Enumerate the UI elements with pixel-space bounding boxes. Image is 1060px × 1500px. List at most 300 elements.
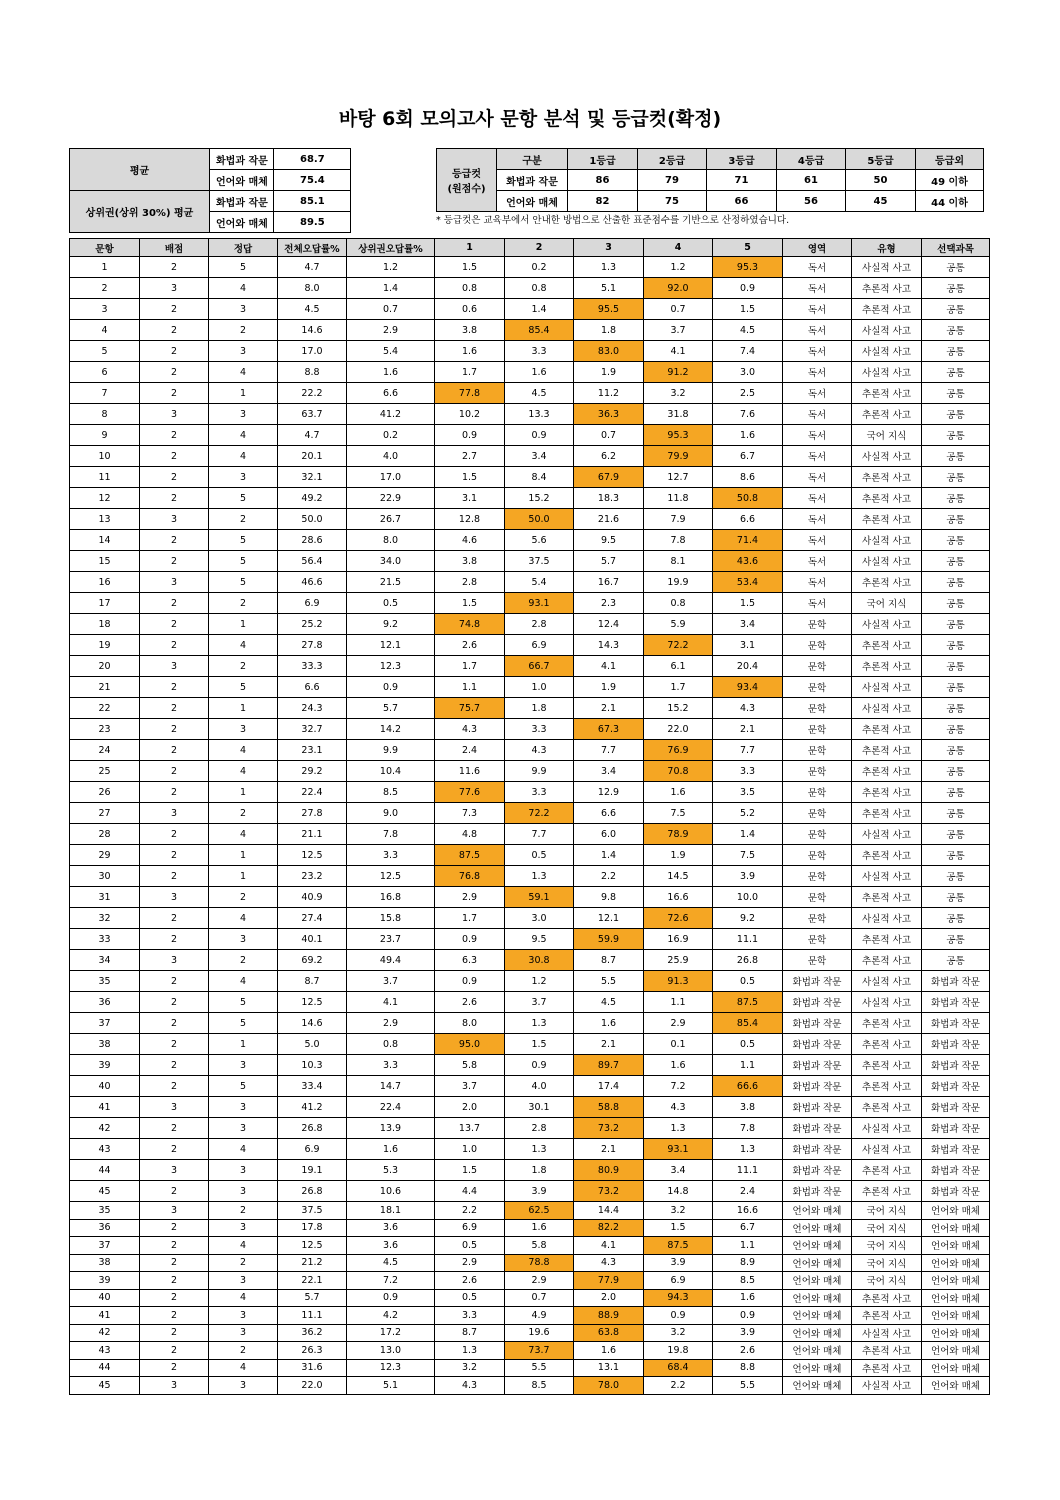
elective-cell: 언어와 매체 [922,1342,990,1360]
choice-1-rate-cell: 6.3 [435,950,505,971]
question-type-cell: 추론적 사고 [852,1013,922,1034]
answer-cell: 2 [209,656,278,677]
points-cell: 2 [140,1076,209,1097]
top-error-rate-cell: 12.5 [347,866,435,887]
total-error-rate-cell: 17.0 [278,341,347,362]
elective-cell: 공통 [922,866,990,887]
cut-cell: 82 [568,191,638,212]
domain-cell: 문학 [783,866,852,887]
top-error-rate-cell: 22.9 [347,488,435,509]
points-cell: 2 [140,1055,209,1076]
total-error-rate-cell: 28.6 [278,530,347,551]
table-row [70,1307,990,1325]
item-number-cell: 39 [70,1055,140,1076]
points-cell: 3 [140,1377,209,1395]
choice-3-rate-cell: 2.1 [574,698,644,719]
answer-cell: 5 [209,551,278,572]
elective-cell: 공통 [922,593,990,614]
points-cell: 2 [140,1359,209,1377]
table-row [70,824,990,845]
choice-2-rate-cell: 4.0 [505,1076,574,1097]
question-type-cell: 추론적 사고 [852,1307,922,1325]
cut-cell: 화법과 작문 [497,170,568,191]
table-row [70,1237,990,1255]
points-cell: 3 [140,572,209,593]
total-error-rate-cell: 6.6 [278,677,347,698]
choice-2-rate-cell: 1.4 [505,299,574,320]
choice-1-rate-cell: 1.1 [435,677,505,698]
question-type-cell: 국어 지식 [852,1272,922,1290]
question-type-cell: 추론적 사고 [852,488,922,509]
elective-cell: 화법과 작문 [922,1181,990,1202]
domain-cell: 언어와 매체 [783,1254,852,1272]
top-error-rate-cell: 9.0 [347,803,435,824]
choice-3-rate-cell: 83.0 [574,341,644,362]
domain-cell: 독서 [783,362,852,383]
average-summary-table [69,148,351,233]
domain-cell: 독서 [783,278,852,299]
choice-5-rate-cell: 3.9 [713,866,783,887]
choice-2-rate-cell: 78.8 [505,1254,574,1272]
elective-cell: 공통 [922,383,990,404]
question-type-cell: 추론적 사고 [852,782,922,803]
elective-cell: 공통 [922,845,990,866]
top-error-rate-cell: 9.9 [347,740,435,761]
cut-cell: 언어와 매체 [497,191,568,212]
elective-cell: 공통 [922,761,990,782]
points-cell: 2 [140,362,209,383]
choice-3-rate-cell: 1.9 [574,677,644,698]
question-type-cell: 추론적 사고 [852,635,922,656]
domain-cell: 문학 [783,845,852,866]
choice-2-rate-cell: 1.8 [505,1160,574,1181]
choice-5-rate-cell: 10.0 [713,887,783,908]
top-error-rate-cell: 5.1 [347,1377,435,1395]
table-row [70,698,990,719]
choice-5-rate-cell: 0.5 [713,971,783,992]
points-cell: 2 [140,740,209,761]
choice-2-rate-cell: 0.7 [505,1289,574,1307]
choice-4-rate-cell: 19.9 [644,572,713,593]
cut-header: 등급외 [916,149,984,170]
choice-4-rate-cell: 16.6 [644,887,713,908]
choice-5-rate-cell: 7.5 [713,845,783,866]
item-number-cell: 43 [70,1139,140,1160]
elective-cell: 공통 [922,404,990,425]
choice-1-rate-cell: 2.0 [435,1097,505,1118]
choice-1-rate-cell: 1.5 [435,1160,505,1181]
top-error-rate-cell: 17.2 [347,1324,435,1342]
table-row [70,1254,990,1272]
choice-5-rate-cell: 7.6 [713,404,783,425]
item-number-cell: 3 [70,299,140,320]
domain-cell: 독서 [783,446,852,467]
choice-4-rate-cell: 1.6 [644,1055,713,1076]
domain-cell: 문학 [783,761,852,782]
col-header: 2 [505,239,574,257]
domain-cell: 독서 [783,572,852,593]
choice-4-rate-cell: 1.6 [644,782,713,803]
item-number-cell: 12 [70,488,140,509]
cut-header: 2등급 [638,149,707,170]
grade-cut-label: 등급컷 (원점수) [437,149,497,212]
choice-4-rate-cell: 72.2 [644,635,713,656]
answer-cell: 1 [209,1034,278,1055]
total-error-rate-cell: 26.3 [278,1342,347,1360]
choice-3-rate-cell: 5.5 [574,971,644,992]
question-type-cell: 사실적 사고 [852,551,922,572]
item-number-cell: 27 [70,803,140,824]
choice-5-rate-cell: 3.3 [713,761,783,782]
answer-cell: 4 [209,446,278,467]
answer-cell: 4 [209,761,278,782]
elective-cell: 공통 [922,341,990,362]
choice-2-rate-cell: 9.9 [505,761,574,782]
average-value: 75.4 [274,170,351,191]
elective-cell: 화법과 작문 [922,1160,990,1181]
total-error-rate-cell: 14.6 [278,1013,347,1034]
item-number-cell: 5 [70,341,140,362]
choice-2-rate-cell: 9.5 [505,929,574,950]
cut-cell: 44 이하 [916,191,984,212]
answer-cell: 4 [209,635,278,656]
total-error-rate-cell: 40.1 [278,929,347,950]
item-number-cell: 42 [70,1118,140,1139]
choice-2-rate-cell: 3.3 [505,719,574,740]
table-row [70,740,990,761]
choice-5-rate-cell: 11.1 [713,929,783,950]
total-error-rate-cell: 8.7 [278,971,347,992]
item-number-cell: 9 [70,425,140,446]
question-type-cell: 추론적 사고 [852,656,922,677]
choice-5-rate-cell: 6.7 [713,1219,783,1237]
elective-cell: 공통 [922,803,990,824]
choice-5-rate-cell: 3.8 [713,1097,783,1118]
cut-header: 5등급 [846,149,916,170]
table-row [70,656,990,677]
question-type-cell: 추론적 사고 [852,299,922,320]
elective-cell: 언어와 매체 [922,1324,990,1342]
total-error-rate-cell: 8.8 [278,362,347,383]
table-row [70,1219,990,1237]
choice-4-rate-cell: 1.3 [644,1118,713,1139]
item-number-cell: 44 [70,1359,140,1377]
total-error-rate-cell: 37.5 [278,1202,347,1220]
top-error-rate-cell: 3.3 [347,1055,435,1076]
total-error-rate-cell: 11.1 [278,1307,347,1325]
choice-1-rate-cell: 8.0 [435,1013,505,1034]
item-number-cell: 31 [70,887,140,908]
choice-5-rate-cell: 1.6 [713,425,783,446]
top-error-rate-cell: 21.5 [347,572,435,593]
top-average-label: 상위권(상위 30%) 평균 [70,191,210,233]
choice-1-rate-cell: 2.2 [435,1202,505,1220]
top-error-rate-cell: 6.6 [347,383,435,404]
item-number-cell: 36 [70,1219,140,1237]
choice-3-rate-cell: 4.5 [574,992,644,1013]
total-error-rate-cell: 17.8 [278,1219,347,1237]
top-error-rate-cell: 18.1 [347,1202,435,1220]
choice-4-rate-cell: 12.7 [644,467,713,488]
choice-3-rate-cell: 9.5 [574,530,644,551]
item-number-cell: 35 [70,971,140,992]
elective-cell: 화법과 작문 [922,1055,990,1076]
choice-3-rate-cell: 4.1 [574,656,644,677]
top-error-rate-cell: 10.6 [347,1181,435,1202]
item-number-cell: 10 [70,446,140,467]
total-error-rate-cell: 12.5 [278,845,347,866]
question-type-cell: 사실적 사고 [852,1139,922,1160]
choice-4-rate-cell: 3.2 [644,1324,713,1342]
top-error-rate-cell: 1.2 [347,257,435,278]
points-cell: 2 [140,551,209,572]
top-error-rate-cell: 13.0 [347,1342,435,1360]
table-row [70,320,990,341]
choice-5-rate-cell: 4.3 [713,698,783,719]
top-error-rate-cell: 5.3 [347,1160,435,1181]
points-cell: 2 [140,824,209,845]
choice-5-rate-cell: 6.6 [713,509,783,530]
choice-3-rate-cell: 6.0 [574,824,644,845]
elective-cell: 화법과 작문 [922,1076,990,1097]
choice-5-rate-cell: 0.9 [713,1307,783,1325]
table-row [70,488,990,509]
table-row [70,677,990,698]
item-number-cell: 40 [70,1289,140,1307]
answer-cell: 5 [209,530,278,551]
choice-1-rate-cell: 0.8 [435,278,505,299]
elective-cell: 공통 [922,320,990,341]
choice-4-rate-cell: 94.3 [644,1289,713,1307]
top-error-rate-cell: 0.2 [347,425,435,446]
answer-cell: 3 [209,341,278,362]
table-row [70,1377,990,1395]
answer-cell: 3 [209,1307,278,1325]
choice-4-rate-cell: 4.1 [644,341,713,362]
choice-1-rate-cell: 1.7 [435,908,505,929]
choice-2-rate-cell: 3.9 [505,1181,574,1202]
elective-cell: 공통 [922,362,990,383]
domain-cell: 문학 [783,887,852,908]
points-cell: 2 [140,929,209,950]
points-cell: 3 [140,1202,209,1220]
elective-cell: 공통 [922,824,990,845]
subject-label: 언어와 매체 [210,170,274,191]
answer-cell: 5 [209,677,278,698]
points-cell: 2 [140,971,209,992]
table-row [70,950,990,971]
choice-2-rate-cell: 4.3 [505,740,574,761]
answer-cell: 2 [209,950,278,971]
points-cell: 2 [140,446,209,467]
answer-cell: 5 [209,572,278,593]
choice-1-rate-cell: 4.6 [435,530,505,551]
total-error-rate-cell: 46.6 [278,572,347,593]
choice-4-rate-cell: 0.1 [644,1034,713,1055]
top-error-rate-cell: 17.0 [347,467,435,488]
choice-5-rate-cell: 1.1 [713,1055,783,1076]
choice-1-rate-cell: 8.7 [435,1324,505,1342]
total-error-rate-cell: 25.2 [278,614,347,635]
choice-3-rate-cell: 4.3 [574,1254,644,1272]
choice-5-rate-cell: 1.5 [713,299,783,320]
choice-4-rate-cell: 0.7 [644,299,713,320]
col-header: 상위권오답률% [347,239,435,257]
top-error-rate-cell: 1.4 [347,278,435,299]
domain-cell: 문학 [783,824,852,845]
domain-cell: 독서 [783,509,852,530]
points-cell: 2 [140,1272,209,1290]
choice-2-rate-cell: 1.6 [505,362,574,383]
table-row [70,467,990,488]
domain-cell: 독서 [783,404,852,425]
question-type-cell: 추론적 사고 [852,1097,922,1118]
top-average-value: 89.5 [274,212,351,233]
choice-2-rate-cell: 93.1 [505,593,574,614]
choice-5-rate-cell: 8.5 [713,1272,783,1290]
elective-cell: 공통 [922,551,990,572]
item-number-cell: 41 [70,1097,140,1118]
answer-cell: 1 [209,698,278,719]
cut-cell: 45 [846,191,916,212]
choice-1-rate-cell: 2.9 [435,887,505,908]
item-number-cell: 35 [70,1202,140,1220]
question-type-cell: 추론적 사고 [852,740,922,761]
choice-1-rate-cell: 4.4 [435,1181,505,1202]
choice-4-rate-cell: 7.9 [644,509,713,530]
choice-1-rate-cell: 7.3 [435,803,505,824]
choice-2-rate-cell: 15.2 [505,488,574,509]
choice-3-rate-cell: 88.9 [574,1307,644,1325]
choice-5-rate-cell: 1.3 [713,1139,783,1160]
total-error-rate-cell: 31.6 [278,1359,347,1377]
item-number-cell: 1 [70,257,140,278]
elective-cell: 공통 [922,614,990,635]
points-cell: 2 [140,488,209,509]
domain-cell: 독서 [783,530,852,551]
elective-cell: 화법과 작문 [922,1118,990,1139]
choice-4-rate-cell: 95.3 [644,425,713,446]
choice-3-rate-cell: 18.3 [574,488,644,509]
choice-5-rate-cell: 11.1 [713,1160,783,1181]
elective-cell: 언어와 매체 [922,1377,990,1395]
choice-1-rate-cell: 4.3 [435,719,505,740]
domain-cell: 언어와 매체 [783,1377,852,1395]
choice-5-rate-cell: 1.6 [713,1289,783,1307]
choice-3-rate-cell: 80.9 [574,1160,644,1181]
average-value: 68.7 [274,149,351,170]
table-row [70,257,990,278]
choice-2-rate-cell: 19.6 [505,1324,574,1342]
table-row [70,341,990,362]
points-cell: 2 [140,698,209,719]
choice-3-rate-cell: 1.6 [574,1342,644,1360]
choice-2-rate-cell: 6.9 [505,635,574,656]
answer-cell: 1 [209,383,278,404]
choice-4-rate-cell: 92.0 [644,278,713,299]
choice-1-rate-cell: 2.9 [435,1254,505,1272]
choice-3-rate-cell: 4.1 [574,1237,644,1255]
answer-cell: 3 [209,404,278,425]
cut-cell: 79 [638,170,707,191]
choice-3-rate-cell: 89.7 [574,1055,644,1076]
total-error-rate-cell: 56.4 [278,551,347,572]
top-error-rate-cell: 7.2 [347,1272,435,1290]
total-error-rate-cell: 12.5 [278,1237,347,1255]
choice-4-rate-cell: 31.8 [644,404,713,425]
domain-cell: 독서 [783,488,852,509]
choice-4-rate-cell: 0.8 [644,593,713,614]
choice-3-rate-cell: 67.3 [574,719,644,740]
elective-cell: 언어와 매체 [922,1237,990,1255]
total-error-rate-cell: 27.8 [278,635,347,656]
choice-3-rate-cell: 73.2 [574,1181,644,1202]
choice-5-rate-cell: 26.8 [713,950,783,971]
domain-cell: 문학 [783,950,852,971]
item-number-cell: 37 [70,1013,140,1034]
top-error-rate-cell: 0.8 [347,1034,435,1055]
question-type-cell: 추론적 사고 [852,1342,922,1360]
total-error-rate-cell: 40.9 [278,887,347,908]
table-row [70,1055,990,1076]
choice-4-rate-cell: 87.5 [644,1237,713,1255]
points-cell: 3 [140,404,209,425]
elective-cell: 공통 [922,488,990,509]
elective-cell: 공통 [922,887,990,908]
choice-3-rate-cell: 63.8 [574,1324,644,1342]
col-header: 정답 [209,239,278,257]
question-type-cell: 추론적 사고 [852,278,922,299]
choice-1-rate-cell: 76.8 [435,866,505,887]
elective-cell: 언어와 매체 [922,1307,990,1325]
elective-cell: 공통 [922,677,990,698]
table-row [70,635,990,656]
total-error-rate-cell: 21.2 [278,1254,347,1272]
domain-cell: 화법과 작문 [783,1055,852,1076]
choice-4-rate-cell: 11.8 [644,488,713,509]
choice-2-rate-cell: 0.5 [505,845,574,866]
choice-2-rate-cell: 3.4 [505,446,574,467]
answer-cell: 5 [209,1013,278,1034]
choice-4-rate-cell: 5.9 [644,614,713,635]
table-row [70,1289,990,1307]
top-error-rate-cell: 1.6 [347,1139,435,1160]
choice-3-rate-cell: 82.2 [574,1219,644,1237]
answer-cell: 3 [209,467,278,488]
choice-2-rate-cell: 0.2 [505,257,574,278]
question-type-cell: 추론적 사고 [852,1181,922,1202]
domain-cell: 독서 [783,299,852,320]
answer-cell: 5 [209,1076,278,1097]
choice-2-rate-cell: 7.7 [505,824,574,845]
total-error-rate-cell: 29.2 [278,761,347,782]
choice-3-rate-cell: 59.9 [574,929,644,950]
choice-5-rate-cell: 16.6 [713,1202,783,1220]
table-row [70,1076,990,1097]
choice-3-rate-cell: 2.2 [574,866,644,887]
subject-label: 화법과 작문 [210,191,274,212]
choice-2-rate-cell: 1.2 [505,971,574,992]
choice-5-rate-cell: 2.1 [713,719,783,740]
question-type-cell: 국어 지식 [852,1254,922,1272]
choice-5-rate-cell: 53.4 [713,572,783,593]
total-error-rate-cell: 32.1 [278,467,347,488]
elective-cell: 언어와 매체 [922,1359,990,1377]
table-row [70,719,990,740]
question-type-cell: 추론적 사고 [852,950,922,971]
answer-cell: 4 [209,362,278,383]
table-row [70,278,990,299]
